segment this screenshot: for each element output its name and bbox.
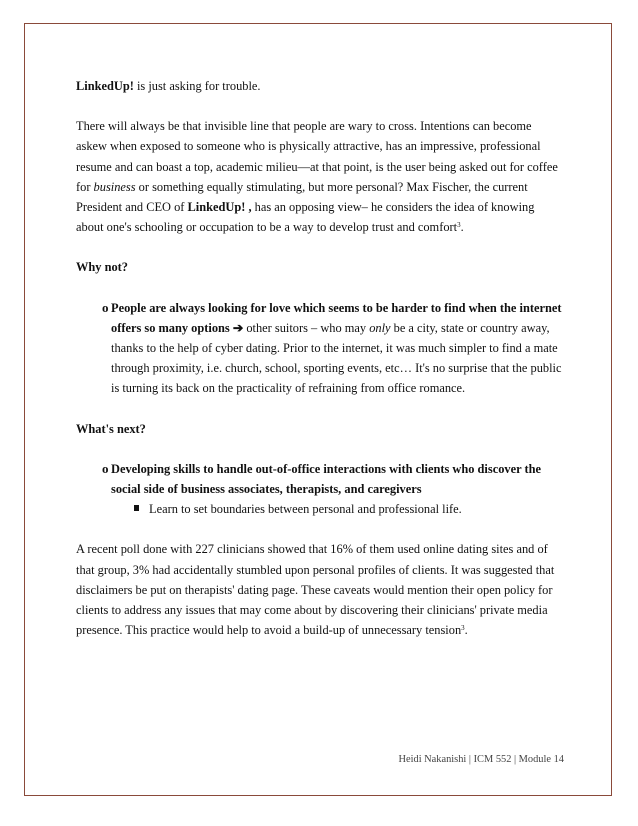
bullet-item-love bbox=[76, 298, 564, 399]
sub-bullet-item bbox=[76, 499, 564, 519]
paragraph-intentions bbox=[76, 116, 564, 237]
bullet-text: other suitors – who may bbox=[246, 320, 370, 335]
bullet-text: be a city, state or country away, thanks to the help of cyber dating. Prior to the internet, it was much simpler to find a mate through proximity, i.e. church, school, sporting events, etc… It's no surprise that the public is turning its back on the practicality of refraining from office romance. bbox=[111, 320, 562, 396]
paragraph-text: or something equally stimulating, but more personal? Max Fischer, the current President and CEO of bbox=[76, 179, 528, 215]
footnote-ref: 3 bbox=[461, 624, 465, 633]
document-body bbox=[76, 76, 564, 640]
page-footer: Heidi Nakanishi | ICM 552 | Module 14 bbox=[398, 754, 564, 765]
intro-text: is just asking for trouble. bbox=[133, 79, 261, 93]
square-bullet-icon bbox=[134, 505, 139, 511]
heading-whats-next: What's next? bbox=[76, 421, 146, 436]
emphasis-text: only bbox=[369, 320, 391, 335]
heading-why-not: Why not? bbox=[76, 260, 128, 275]
paragraph-text: has an opposing view– he considers the idea of knowing about one's schooling or occupation to be a way to develop trust and comfort bbox=[76, 200, 535, 235]
paragraph-text: A recent poll done with 227 clinicians showed that 16% of them used online dating sites and of that group, 3% had accidentally stumbled upon personal profiles of clients. It was suggested that disclaimers be put on therapists' dating page. These caveats would mention their open policy for clients to address any issues that may come about by discovering their clinicians' private media presence. This practice would help to avoid a build-up of unnecessary tension bbox=[76, 542, 555, 638]
brand-name: LinkedUp! , bbox=[187, 200, 252, 215]
bullet-item-skills bbox=[76, 459, 564, 499]
paragraph-text: . bbox=[460, 220, 464, 235]
paragraph-poll bbox=[76, 539, 564, 640]
paragraph-text: . bbox=[464, 623, 468, 638]
sub-bullet-text: Learn to set boundaries between personal and professional life. bbox=[149, 502, 462, 517]
paragraph-text: There will always be that invisible line that people are wary to cross. Intentions can become askew when exposed to someone who is physically attractive, has an impressive, professional resume and can boast a top, academic milieu—at that point, is the user being asked out for coffee for bbox=[76, 119, 558, 194]
brand-name: LinkedUp! bbox=[76, 79, 134, 93]
footnote-ref: 3 bbox=[457, 221, 461, 230]
arrow-icon: ➔ bbox=[229, 320, 247, 335]
emphasis-text: business bbox=[93, 179, 136, 194]
bullet-bold-text: People are always looking for love which seems to be harder to find when the internet offers so many options bbox=[111, 300, 562, 335]
bullet-marker: o bbox=[102, 299, 109, 315]
bullet-marker: o bbox=[102, 460, 109, 476]
paragraph-intro bbox=[76, 76, 564, 96]
bullet-bold-text: Developing skills to handle out-of-office interactions with clients who discover the social side of business associates, therapists, and caregivers bbox=[111, 461, 541, 497]
